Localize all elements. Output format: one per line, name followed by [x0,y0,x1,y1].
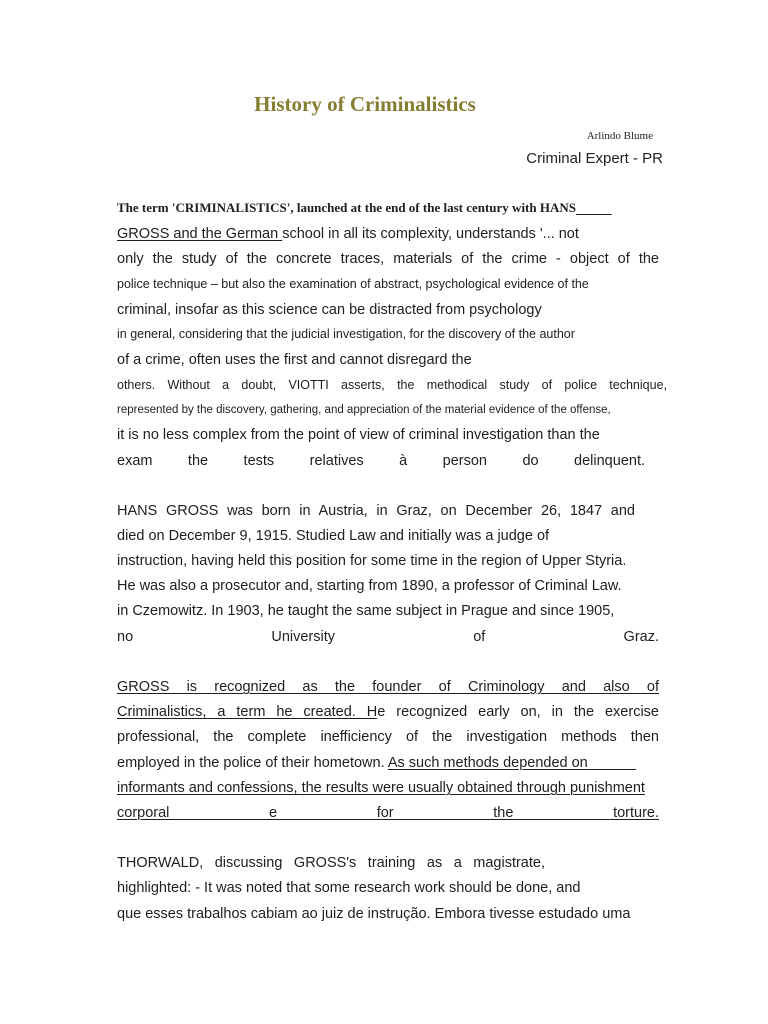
paragraph-line: Criminalistics, a term he created. He recognized early on, in the exercise [117,704,659,720]
paragraph-line: criminal, insofar as this science can be distracted from psychology [117,302,542,318]
paragraph-line: professional, the complete inefficiency of the investigation methods then [117,729,659,745]
paragraph-line: He was also a prosecutor and, starting from 1890, a professor of Criminal Law. [117,578,622,594]
author-role: Criminal Expert - PR [526,150,663,167]
paragraph-line: in general, considering that the judicial investigation, for the discovery of the author [117,327,575,341]
paragraph-line: no University of Graz. [117,629,659,645]
paragraph-line: GROSS is recognized as the founder of Criminology and also of [117,679,659,695]
paragraph-line: died on December 9, 1915. Studied Law and initially was a judge of [117,528,550,544]
paragraph-line: que esses trabalhos cabiam ao juiz de instrução. Embora tivesse estudado uma [117,906,631,922]
paragraph-line: represented by the discovery, gathering, and appreciation of the material evidence of the offense, [117,404,611,416]
paragraph-line: GROSS and the German school in all its complexity, understands '... not [117,226,579,242]
paragraph-line: employed in the police of their hometown. As such methods depended on [117,755,588,771]
paragraph-line: The term 'CRIMINALISTICS', launched at the end of the last century with HANS [117,200,576,215]
paragraph-line: only the study of the concrete traces, materials of the crime - object of the [117,251,659,267]
paragraph-line: police technique – but also the examination of abstract, psychological evidence of the [117,277,589,291]
paragraph-line: informants and confessions, the results were usually obtained through punishment [117,780,645,796]
paragraph-line: in Czemowitz. In 1903, he taught the same subject in Prague and since 1905, [117,603,615,619]
paragraph-line: highlighted: - It was noted that some research work should be done, and [117,880,581,896]
paragraph-line: exam the tests relatives à person do delinquent. [117,453,645,469]
author-name: Arlindo Blume [586,130,653,142]
paragraph-line: HANS GROSS was born in Austria, in Graz, on December 26, 1847 and [117,503,635,519]
paragraph-line: corporal e for the torture. [117,805,659,821]
document-title: History of Criminalistics [254,92,476,116]
paragraph-line: THORWALD, discussing GROSS's training as a magistrate, [117,855,545,871]
paragraph-line: of a crime, often uses the first and cannot disregard the [117,352,472,368]
paragraph-line: instruction, having held this position for some time in the region of Upper Styria. [117,553,627,569]
paragraph-line: others. Without a doubt, VIOTTI asserts, the methodical study of police technique, [117,378,667,392]
paragraph-line: it is no less complex from the point of view of criminal investigation than the [117,427,600,443]
